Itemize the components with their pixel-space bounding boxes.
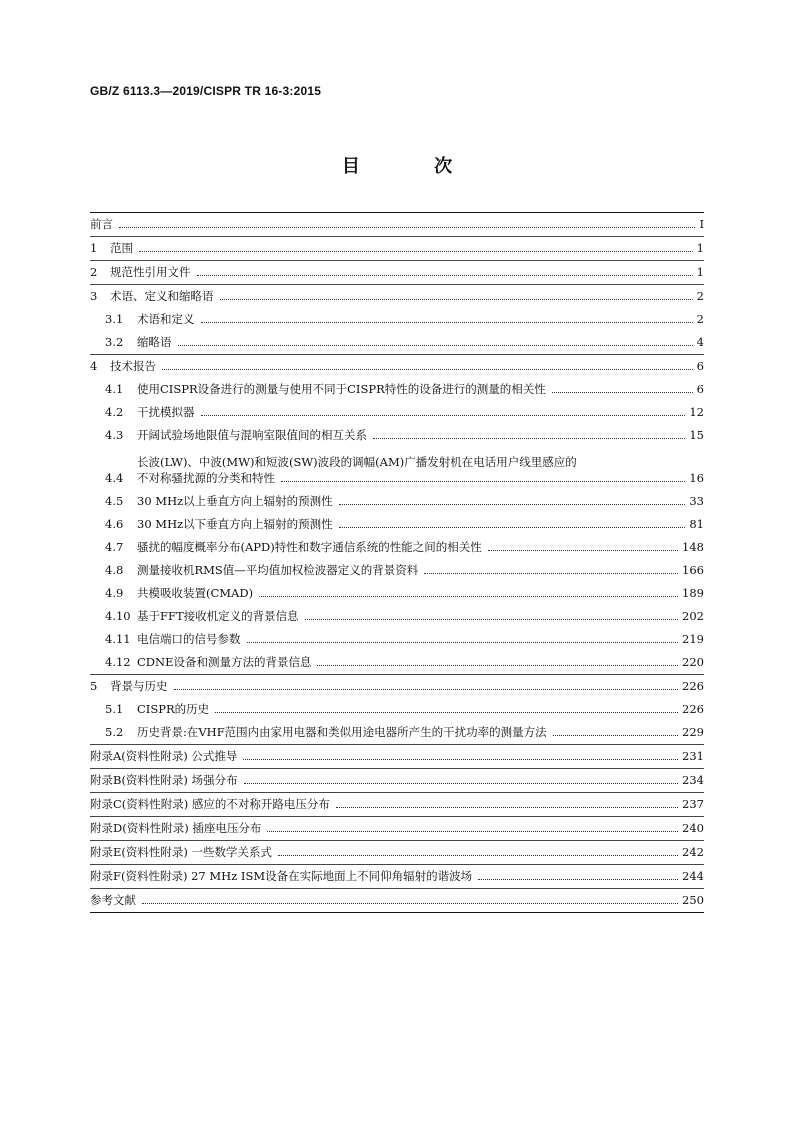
toc-entry-title: 30 MHz以上垂直方向上辐射的预测性	[137, 494, 333, 508]
toc-entry-title: 术语、定义和缩略语	[110, 289, 214, 303]
toc-entry-title: 共模吸收装置(CMAD)	[137, 586, 254, 600]
dot-leader	[174, 689, 679, 690]
toc-entry-title: 附录D(资料性附录) 插座电压分布	[90, 821, 262, 835]
toc-entry-number: 4.9	[105, 586, 124, 600]
toc-entry[interactable]	[90, 888, 704, 912]
toc-entry[interactable]	[90, 331, 704, 354]
toc-entry[interactable]	[90, 721, 704, 744]
toc-entry-title: 缩略语	[137, 335, 172, 349]
toc-entry[interactable]	[90, 628, 704, 651]
dot-leader	[267, 831, 678, 832]
toc-entry[interactable]	[90, 768, 704, 792]
toc-entry-page: 242	[682, 845, 704, 859]
toc-entry-title: 附录F(资料性附录) 27 MHz ISM设备在实际地面上不同仰角辐射的谐波场	[90, 869, 473, 883]
toc-entry-number: 4.2	[105, 405, 124, 419]
toc-entry-page: 6	[696, 359, 704, 373]
toc-entry-number: 5.1	[105, 702, 124, 716]
toc-entry[interactable]	[90, 559, 704, 582]
dot-leader	[278, 855, 678, 856]
toc-entry-page: 33	[689, 494, 704, 508]
dot-leader	[305, 619, 678, 620]
toc-entry[interactable]	[90, 792, 704, 816]
toc-entry-page: 244	[682, 869, 704, 883]
toc-entry-page: 2	[696, 312, 704, 326]
dot-leader	[281, 481, 685, 482]
toc-entry[interactable]	[90, 424, 704, 447]
toc-entry-page: 237	[682, 797, 704, 811]
toc-entry-title: CDNE设备和测量方法的背景信息	[137, 655, 312, 669]
dot-leader	[336, 807, 678, 808]
toc-entry-title: 技术报告	[110, 359, 156, 373]
toc-entry-title: 前言	[90, 217, 113, 231]
toc-entry[interactable]	[90, 513, 704, 536]
toc-entry-number: 4.4	[105, 471, 124, 485]
dot-leader	[552, 392, 693, 393]
toc-entry-number: 4.3	[105, 428, 124, 442]
toc-entry-title: 附录C(资料性附录) 感应的不对称开路电压分布	[90, 797, 330, 811]
toc-entry-number: 4.12	[105, 655, 131, 669]
toc-entry-title: 历史背景:在VHF范围内由家用电器和类似用途电器所产生的干扰功率的测量方法	[137, 725, 547, 739]
toc-entry-page: 226	[682, 679, 704, 693]
dot-leader	[488, 550, 678, 551]
dot-leader	[178, 345, 693, 346]
toc-entry-page: 240	[682, 821, 704, 835]
toc-entry-number: 3	[90, 289, 98, 303]
toc-entry[interactable]	[90, 308, 704, 331]
dot-leader	[553, 735, 678, 736]
toc-entry-page: 15	[689, 428, 704, 442]
toc-entry-number: 4.5	[105, 494, 124, 508]
toc-entry[interactable]	[90, 744, 704, 768]
toc-entry-page: Ⅰ	[699, 217, 704, 231]
toc-entry-number: 4.10	[105, 609, 131, 623]
toc-entry-page: 229	[682, 725, 704, 739]
toc-entry-number: 5	[90, 679, 98, 693]
dot-leader	[244, 783, 678, 784]
dot-leader	[201, 322, 693, 323]
toc-entry-number: 4.7	[105, 540, 124, 554]
dot-leader	[247, 642, 679, 643]
toc-entry-page: 202	[682, 609, 704, 623]
toc-entry-title: 长波(LW)、中波(MW)和短波(SW)波段的调幅(AM)广播发射机在电话用户线里感应的	[137, 455, 577, 469]
toc-entry[interactable]	[90, 378, 704, 401]
dot-leader	[339, 527, 686, 528]
dot-leader	[317, 665, 678, 666]
toc-entry[interactable]	[90, 651, 704, 674]
toc-entry-title: 使用CISPR设备进行的测量与使用不同于CISPR特性的设备进行的测量的相关性	[137, 382, 546, 396]
toc-entry-title: 测量接收机RMS值—平均值加权检波器定义的背景资料	[137, 563, 419, 577]
dot-leader	[162, 369, 693, 370]
toc-entry[interactable]	[90, 284, 704, 308]
toc-entry-page: 16	[689, 471, 704, 485]
dot-leader	[139, 251, 693, 252]
toc-entry-page: 189	[682, 586, 704, 600]
toc-entry[interactable]	[90, 447, 704, 490]
toc-entry-number: 4.11	[105, 632, 131, 646]
toc-entry-page: 219	[682, 632, 704, 646]
toc-entry-page: 231	[682, 749, 704, 763]
toc-entry-title: 电信端口的信号参数	[137, 632, 241, 646]
toc-entry-title: 基于FFT接收机定义的背景信息	[137, 609, 299, 623]
page-title: 目 次	[341, 156, 487, 177]
toc-entry-page: 234	[682, 773, 704, 787]
toc-entry[interactable]	[90, 674, 704, 698]
toc-entry-title: 参考文献	[90, 893, 136, 907]
toc-entry-number: 1	[90, 241, 98, 255]
dot-leader	[373, 438, 685, 439]
toc-entry-page: 6	[696, 382, 704, 396]
toc-entry-title: 规范性引用文件	[110, 265, 191, 279]
toc-entry-number: 4.6	[105, 517, 124, 531]
toc-entry-title: 开阔试验场地限值与混响室限值间的相互关系	[137, 428, 367, 442]
toc-entry[interactable]	[90, 354, 704, 378]
toc-entry[interactable]	[90, 816, 704, 840]
toc-entry[interactable]	[90, 698, 704, 721]
toc-entry-title: 附录E(资料性附录) 一些数学关系式	[90, 845, 273, 859]
toc-entry-page: 12	[689, 405, 704, 419]
dot-leader	[215, 712, 678, 713]
toc-entry[interactable]	[90, 864, 704, 888]
toc-entry-title: 附录A(资料性附录) 公式推导	[90, 749, 238, 763]
toc-entry-page: 4	[696, 335, 704, 349]
toc-entry[interactable]	[90, 536, 704, 559]
dot-leader	[259, 596, 678, 597]
toc-entry-page: 220	[682, 655, 704, 669]
dot-leader	[478, 879, 678, 880]
table-of-contents	[90, 212, 704, 913]
toc-entry-page: 1	[696, 265, 704, 279]
dot-leader	[424, 573, 678, 574]
toc-entry-page: 2	[696, 289, 704, 303]
toc-entry-title: 干扰模拟器	[137, 405, 195, 419]
dot-leader	[243, 759, 678, 760]
toc-entry-title: 附录B(资料性附录) 场强分布	[90, 773, 238, 787]
toc-entry[interactable]	[90, 213, 704, 236]
toc-entry-title-continued: 不对称骚扰源的分类和特性	[137, 471, 275, 485]
toc-entry-page: 250	[682, 893, 704, 907]
document-code: GB/Z 6113.3—2019/CISPR TR 16-3:2015	[90, 84, 322, 98]
dot-leader	[339, 504, 686, 505]
dot-leader	[220, 299, 693, 300]
dot-leader	[201, 415, 686, 416]
toc-entry[interactable]	[90, 840, 704, 864]
toc-entry[interactable]	[90, 582, 704, 605]
dot-leader	[197, 275, 693, 276]
toc-entry[interactable]	[90, 490, 704, 513]
toc-entry-title: CISPR的历史	[137, 702, 210, 716]
bottom-rule	[90, 912, 704, 913]
toc-entry-number: 5.2	[105, 725, 124, 739]
toc-entry-number: 3.2	[105, 335, 124, 349]
dot-leader	[119, 227, 695, 228]
toc-entry-number: 4	[90, 359, 98, 373]
toc-entry-number: 4.1	[105, 382, 124, 396]
toc-entry-number: 4.8	[105, 563, 124, 577]
toc-entry-page: 166	[682, 563, 704, 577]
toc-entry-title: 术语和定义	[137, 312, 195, 326]
toc-entry-page: 1	[696, 241, 704, 255]
toc-entry-page: 226	[682, 702, 704, 716]
toc-entry-title: 背景与历史	[110, 679, 168, 693]
toc-entry[interactable]	[90, 260, 704, 284]
toc-entry[interactable]	[90, 401, 704, 424]
toc-entry-page: 81	[689, 517, 704, 531]
toc-entry-page: 148	[682, 540, 704, 554]
dot-leader	[142, 903, 678, 904]
toc-entry[interactable]	[90, 236, 704, 260]
toc-entry[interactable]	[90, 605, 704, 628]
toc-entry-title: 骚扰的幅度概率分布(APD)特性和数字通信系统的性能之间的相关性	[137, 540, 482, 554]
toc-entry-number: 2	[90, 265, 98, 279]
toc-entries	[90, 213, 704, 912]
toc-entry-number: 3.1	[105, 312, 124, 326]
toc-entry-title: 范围	[110, 241, 133, 255]
toc-entry-title: 30 MHz以下垂直方向上辐射的预测性	[137, 517, 333, 531]
